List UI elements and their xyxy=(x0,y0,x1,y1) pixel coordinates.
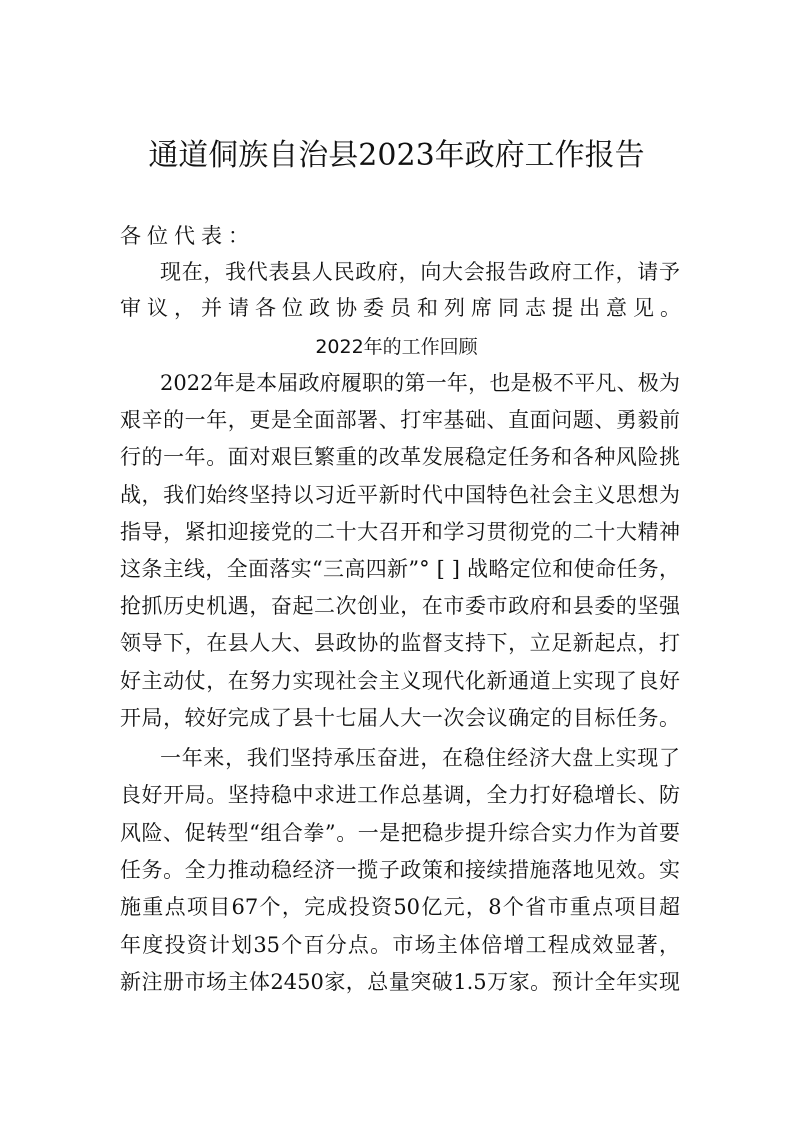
paragraph-line: 风险、促转型“组合拳”。一是把稳步提升综合实力作为首要 xyxy=(120,820,680,845)
document-title: 通道侗族自治县2023年政府工作报告 xyxy=(148,138,645,173)
salutation: 各位代表： xyxy=(120,224,255,248)
paragraph-line: 指导，紧扣迎接党的二十大召开和学习贯彻党的二十大精神 xyxy=(120,519,680,544)
paragraph-line: 好主动仗，在努力实现社会主义现代化新通道上实现了良好 xyxy=(120,668,680,693)
paragraph-line: 艰辛的一年，更是全面部署、打牢基础、直面问题、勇毅前 xyxy=(120,408,680,433)
paragraph-line: 领导下，在县人大、县政协的监督支持下，立足新起点，打 xyxy=(120,631,680,656)
paragraph-line: 2022年是本届政府履职的第一年，也是极不平凡、极为 xyxy=(160,371,680,395)
paragraph-line: 抢抓历史机遇，奋起二次创业，在市委市政府和县委的坚强 xyxy=(120,594,680,619)
intro-line: 现在，我代表县人民政府，向大会报告政府工作，请予 xyxy=(160,260,680,284)
paragraph-line: 新注册市场主体2450家，总量突破1.5万家。预计全年实现 xyxy=(120,969,680,994)
paragraph-line: 一年来，我们坚持承压奋进，在稳住经济大盘上实现了 xyxy=(160,746,680,770)
paragraph-line: 开局，较好完成了县十七届人大一次会议确定的目标任务。 xyxy=(120,705,680,730)
paragraph-line: 战，我们始终坚持以习近平新时代中国特色社会主义思想为 xyxy=(120,482,680,507)
paragraph-line: 年度投资计划35个百分点。市场主体倍增工程成效显著， xyxy=(120,932,680,957)
paragraph-line: 任务。全力推动稳经济一揽子政策和接续措施落地见效。实 xyxy=(120,857,680,882)
paragraph-line: 这条主线，全面落实“三高四新”° [ ] 战略定位和使命任务， xyxy=(120,557,680,581)
paragraph-line: 施重点项目67个，完成投资50亿元，8个省市重点项目超 xyxy=(120,895,680,920)
section-heading: 2022年的工作回顾 xyxy=(315,336,478,358)
intro-line: 审议，并请各位政协委员和列席同志提出意见。 xyxy=(120,296,687,320)
paragraph-line: 行的一年。面对艰巨繁重的改革发展稳定任务和各种风险挑 xyxy=(120,445,680,470)
paragraph-line: 良好开局。坚持稳中求进工作总基调，全力打好稳增长、防 xyxy=(120,783,680,808)
